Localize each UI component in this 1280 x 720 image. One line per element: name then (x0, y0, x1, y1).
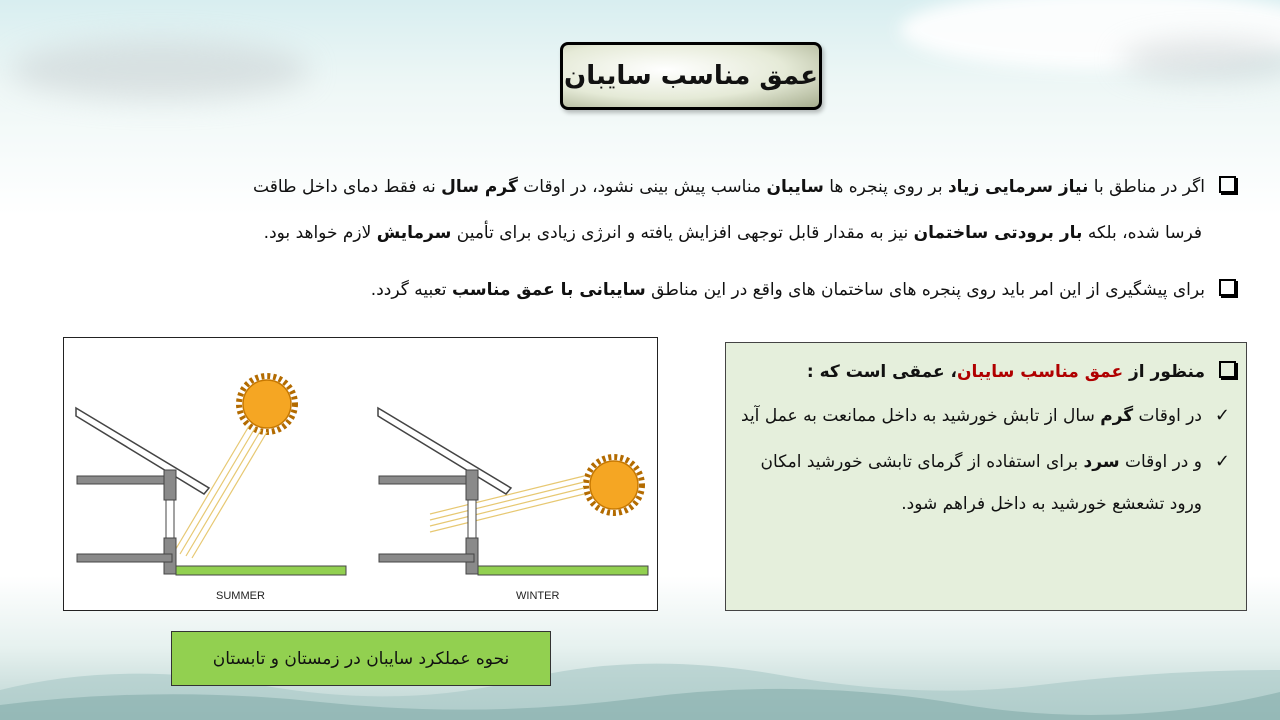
definition-item-summer: ✓ در اوقات گرم سال از تابش خورشید به داخل ممانعت به عمل آید (736, 395, 1236, 437)
paragraph-cooling-need (96, 164, 1236, 256)
summer-label: SUMMER (216, 590, 265, 602)
winter-roof-slab (379, 476, 474, 484)
p1-line1: اگر در مناطق با نیاز سرمایی زیاد بر روی پنجره ها سایبان مناسب پیش بینی نشود، در اوقات گرم سال نه فقط دمای داخل طاقت (253, 177, 1205, 197)
background-cloud (1120, 40, 1280, 80)
summer-sun-icon (239, 376, 295, 432)
winter-sun-icon (586, 457, 642, 513)
definition-item-winter: ✓ و در اوقات سرد برای استفاده از گرمای تابشی خورشید امکان ورود تشعشع خورشید به داخل فراهم شود. (736, 441, 1236, 525)
slide-title: عمق مناسب سایبان (560, 42, 822, 110)
winter-panel (378, 408, 648, 602)
winter-label: WINTER (516, 590, 560, 602)
diagram-caption: نحوه عملکرد سایبان در زمستان و تابستان (171, 631, 551, 686)
summer-wall-top (164, 470, 176, 500)
summer-floor-slab (77, 554, 172, 562)
paragraph-prevention: برای پیشگیری از این امر باید روی پنجره های ساختمان های واقع در این مناطق سایبانی با عمق مناسب تعبیه گردد. (200, 270, 1236, 310)
winter-wall-top (466, 470, 478, 500)
shading-diagram-svg (64, 338, 657, 610)
definition-box (725, 342, 1247, 611)
check-icon: ✓ (1214, 451, 1230, 472)
summer-panel (76, 376, 346, 602)
shading-diagram (63, 337, 658, 611)
checkbox-bullet-icon (1219, 279, 1236, 296)
definition-heading: منظور از عمق مناسب سایبان، عمقی است که : (736, 353, 1236, 391)
summer-ground (176, 566, 346, 575)
background-cloud (10, 40, 310, 100)
winter-floor-slab (379, 554, 474, 562)
summer-rays (174, 426, 267, 558)
check-icon: ✓ (1214, 405, 1230, 426)
winter-ground (478, 566, 648, 575)
checkbox-bullet-icon (1219, 176, 1236, 193)
summer-roof-slab (77, 476, 172, 484)
checkbox-bullet-icon (1219, 361, 1236, 378)
p1-line2: فرسا شده، بلکه بار برودتی ساختمان نیز به مقدار قابل توجهی افزایش یافته و انرژی زیادی برای تأمین سرمایش لازم خواهد بود. (263, 223, 1202, 243)
